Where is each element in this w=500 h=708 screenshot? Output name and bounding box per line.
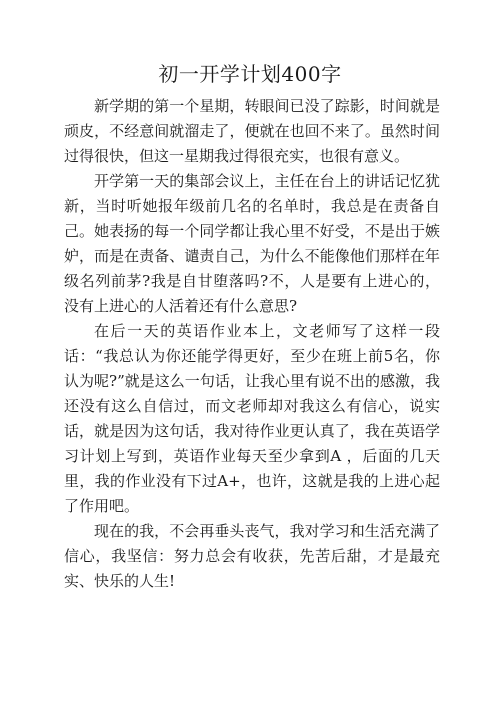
document-title: 初一开学计划400字 [158, 62, 342, 86]
paragraph-1: 新学期的第一个星期，转眼间已没了踪影，时间就是顽皮，不经意间就溜走了，便就在也回不来了。虽然时间过得很快，但这一星期我过得很充实，也很有意义。 [64, 97, 440, 165]
paragraph-2: 开学第一天的集部会议上，主任在台上的讲话记忆犹新，当时听她报年级前几名的名单时，我总是在责备自己。她表扬的每一个同学都让我心里不好受，不是出于嫉妒，而是在责备、谴责自己，为什么不能像他们那样在年级名列前茅?我是自甘堕落吗?不，人是要有上进心的，没有上进心的人活着还有什么意思? [64, 172, 440, 315]
paragraph-4: 现在的我，不会再垂头丧气，我对学习和生活充满了信心，我坚信：努力总会有收获，先苦后甜，才是最充实、快乐的人生! [64, 522, 440, 590]
paragraph-3: 在后一天的英语作业本上，文老师写了这样一段话：“我总认为你还能学得更好，至少在班上前5名，你认为呢?”就是这么一句话，让我心里有说不出的感激，我还没有这么自信过，而文老师却对我这么有信心，说实话，就是因为这句话，我对待作业更认真了，我在英语学习计划上写到，英语作业每天至少拿到A ，后面的几天里，我的作业没有下过A+，也许，这就是我的上进心起了作用吧。 [64, 322, 440, 515]
document-body [64, 94, 440, 594]
